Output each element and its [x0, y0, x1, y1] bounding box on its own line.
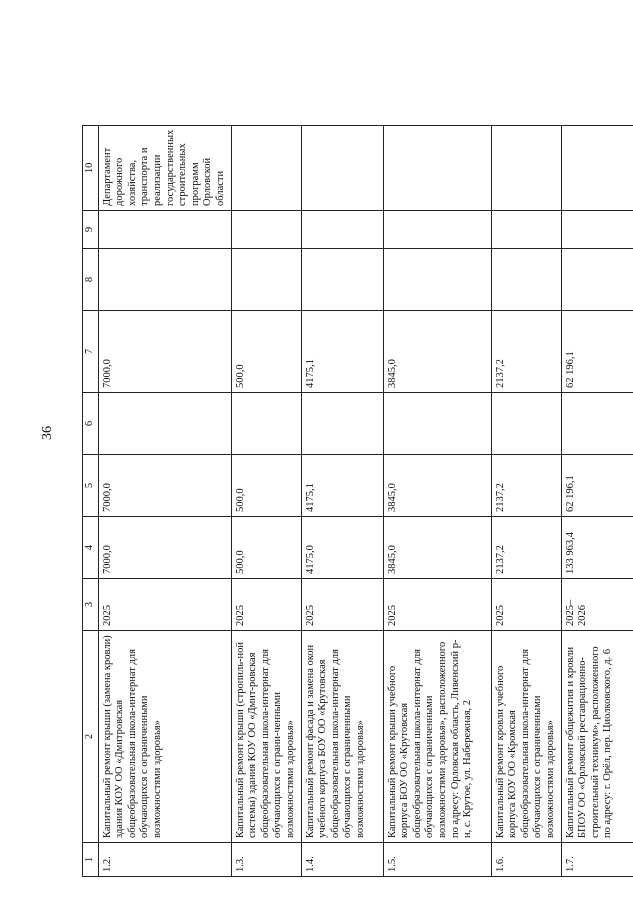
table-body [98, 125, 633, 876]
table-cell: 2137,2 [491, 517, 561, 579]
table-cell: 133 963,4 [561, 517, 633, 579]
table-cell: 7000,0 [98, 311, 231, 393]
table-cell [491, 211, 561, 249]
program-table [82, 125, 633, 877]
table-row [561, 125, 633, 876]
table-cell [301, 393, 383, 455]
table-row [383, 125, 491, 876]
table-cell: 2025 [231, 579, 301, 631]
table-row [98, 125, 231, 876]
table-cell: Капитальный ремонт крыши (стропиль-ной системы) здания КОУ ОО «Дмит-ровская общеобразовательная школа-интернат для обучающихся с ограни-ченными возможностями здоровья» [231, 631, 301, 843]
column-header: 2 [83, 631, 99, 843]
column-header: 3 [83, 579, 99, 631]
table-cell [491, 125, 561, 210]
table-cell: 1.6. [491, 843, 561, 877]
table-cell: 500,0 [231, 517, 301, 579]
table-cell [561, 393, 633, 455]
table-cell [231, 125, 301, 210]
column-header: 8 [83, 249, 99, 311]
table-cell [491, 393, 561, 455]
column-header: 6 [83, 393, 99, 455]
table-cell: 1.2. [98, 843, 231, 877]
table-cell: 62 196,1 [561, 455, 633, 517]
table-cell [491, 249, 561, 311]
page-number: 36 [40, 426, 55, 440]
table-cell: 3845,0 [383, 455, 491, 517]
table-cell: 500,0 [231, 311, 301, 393]
table-cell: 7000,0 [98, 455, 231, 517]
table-cell: 62 196,1 [561, 311, 633, 393]
table-cell: 3845,0 [383, 311, 491, 393]
table-cell: 500,0 [231, 455, 301, 517]
table-cell: Департамент дорожного хозяйства, транспорта и реализации государственных строительных программ Орловской области [98, 125, 231, 210]
table-cell [98, 249, 231, 311]
table-cell: 3845,0 [383, 517, 491, 579]
table-cell: 1.7. [561, 843, 633, 877]
table-cell: Капитальный ремонт крыши учебного корпуса БОУ ОО «Крутовская общеобразовательная школа-интернат для обучающихся с ограниченными возможностями здоровья», расположенного по адресу: Орловская область, Ливенский р-н, с. Крутое, ул. Набережная, 2 [383, 631, 491, 843]
table-cell [561, 125, 633, 210]
table-cell: Капитальный ремонт крыши (замена кровли) здания КОУ ОО «Дмитровская общеобразовательная школа-интернат для обучающихся с ограниченными возможностями здоровья» [98, 631, 231, 843]
table-cell [383, 125, 491, 210]
table-cell [383, 211, 491, 249]
table-cell: 4175,0 [301, 517, 383, 579]
table-cell: 7000,0 [98, 517, 231, 579]
column-header: 9 [83, 211, 99, 249]
table-cell: 2025 [383, 579, 491, 631]
table-row [301, 125, 383, 876]
table-cell: 4175,1 [301, 311, 383, 393]
table-cell [383, 249, 491, 311]
table-cell: 4175,1 [301, 455, 383, 517]
table-cell: 2025 [491, 579, 561, 631]
table-cell [561, 249, 633, 311]
program-table-wrapper [82, 125, 633, 877]
table-cell [231, 211, 301, 249]
column-header: 7 [83, 311, 99, 393]
table-cell: Капитальный ремонт кровли учебного корпуса КОУ ОО «Кромская общеобразовательная школа-интернат для обучающихся с ограниченными возможностями здоровья» [491, 631, 561, 843]
column-header: 5 [83, 455, 99, 517]
table-cell [231, 393, 301, 455]
table-cell [301, 249, 383, 311]
table-cell: Капитальный ремонт общежития и кровли БПОУ ОО «Орловский реставрационно-строительный техникум», расположенного по адресу: г. Орёл, пер. Циолковского, д. 6 [561, 631, 633, 843]
table-row [231, 125, 301, 876]
column-header: 1 [83, 843, 99, 877]
table-cell: 1.4. [301, 843, 383, 877]
table-cell: 1.5. [383, 843, 491, 877]
column-header: 10 [83, 125, 99, 210]
table-cell [561, 211, 633, 249]
table-cell [383, 393, 491, 455]
table-cell: 2025–2026 [561, 579, 633, 631]
table-cell: 2025 [98, 579, 231, 631]
table-cell: 1.3. [231, 843, 301, 877]
table-cell: 2025 [301, 579, 383, 631]
table-cell [98, 393, 231, 455]
table-cell: Капитальный ремонт фасада и замена окон учебного корпуса БОУ ОО «Крутовская общеобразовательная школа-интернат для обучающихся с ограниченными возможностями здоровья» [301, 631, 383, 843]
table-cell: 2137,2 [491, 311, 561, 393]
table-header-row [83, 125, 99, 876]
column-header: 4 [83, 517, 99, 579]
table-cell [301, 125, 383, 210]
table-cell: 2137,2 [491, 455, 561, 517]
table-cell [98, 211, 231, 249]
table-row [491, 125, 561, 876]
table-cell [301, 211, 383, 249]
table-cell [231, 249, 301, 311]
